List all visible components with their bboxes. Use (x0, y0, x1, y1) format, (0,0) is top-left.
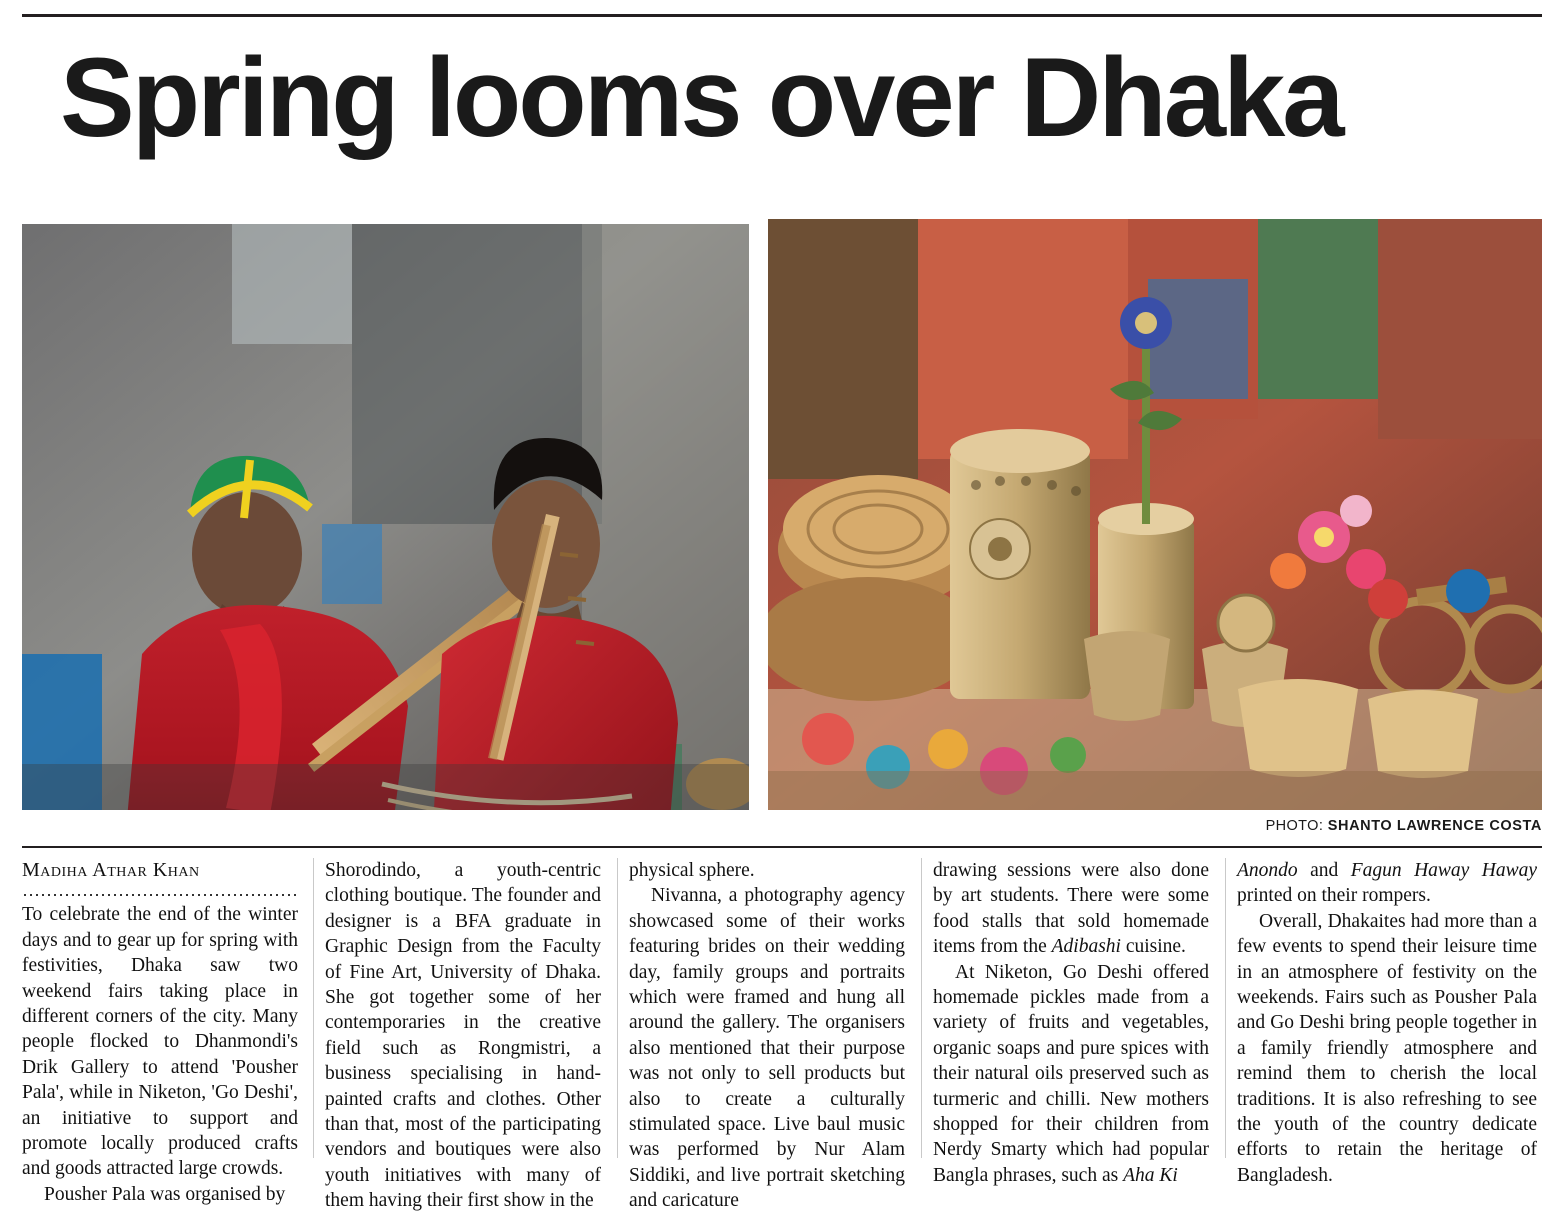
paragraph: Anondo and Fagun Haway Haway printed on their rompers. (1237, 860, 1538, 907)
body-divider (22, 846, 1542, 848)
photo-credit (1266, 818, 1542, 834)
photo-craft-stall (768, 219, 1542, 810)
article-body (22, 858, 1542, 1212)
paragraph: At Niketon, Go Deshi offered homemade pickles made from a variety of fruits and vegetables, organic soaps and pure spices with their natural oils preserved such as turmeric and chilli. New mothers shopped for their children from Nerdy Smarty which had popular Bangla phrases, such as Aha Ki (933, 961, 1209, 1186)
top-divider (22, 14, 1542, 17)
article-column-1 (22, 858, 298, 1207)
photo-musicians (22, 224, 749, 810)
paragraph: To celebrate the end of the winter days and to gear up for spring with festivities, Dhaka saw two weekend fairs taking place in different corners of the city. Many people flocked to Dhanmondi's Drik Gallery to attend 'Pousher Pala', while in Niketon, 'Go Deshi', an initiative to support and promote locally produced crafts and goods attracted large crowds. (22, 904, 298, 1180)
paragraph: Nivanna, a photography agency showcased some of their works featuring brides on their wedding day, family groups and portraits which were framed and hung all around the gallery. The organisers also mentioned that their purpose was not only to sell products but also to create a culturally stimulated space. Live baul music was performed by Nur Alam Siddiki, and live portrait sketching and caricature (629, 885, 905, 1212)
byline: Madiha Athar Khan (22, 859, 200, 881)
photo-credit-name: SHANTO LAWRENCE COSTA (1327, 818, 1542, 834)
article-column-3 (629, 858, 905, 1214)
article-column-2 (325, 858, 601, 1214)
paragraph: physical sphere. (629, 860, 755, 881)
paragraph: Shorodindo, a youth-centric clothing boutique. The founder and designer is a BFA graduate in Graphic Design from the Faculty of Fine Art, University of Dhaka. She got together some of her contemporaries in the creative field such as Rongmistri, a business specialising in hand-painted crafts and clothes. Other than that, most of the participating vendors and boutiques were also youth initiatives with many of them having their first show in the (325, 860, 601, 1212)
article-column-4 (933, 858, 1209, 1188)
photo-musicians-graphic (22, 224, 749, 810)
photo-credit-label: PHOTO: (1265, 818, 1324, 834)
photo-craft-stall-graphic (768, 219, 1542, 810)
page-title: Spring looms over Dhaka (60, 35, 1342, 160)
article-column-5 (1237, 858, 1537, 1188)
byline-dotted-rule (22, 886, 298, 896)
paragraph: drawing sessions were also done by art students. There were some food stalls that sold homemade items from the Adibashi cuisine. (933, 860, 1209, 958)
paragraph: Overall, Dhakaites had more than a few events to spend their leisure time in an atmosphere of festivity on the weekends. Fairs such as Pousher Pala and Go Deshi bring people together in a family friendly atmosphere and remind them to cherish the local traditions. It is also refreshing to see the youth of the country dedicate efforts to retain the heritage of Bangladesh. (1237, 910, 1537, 1186)
paragraph: Pousher Pala was organised by (44, 1183, 286, 1205)
